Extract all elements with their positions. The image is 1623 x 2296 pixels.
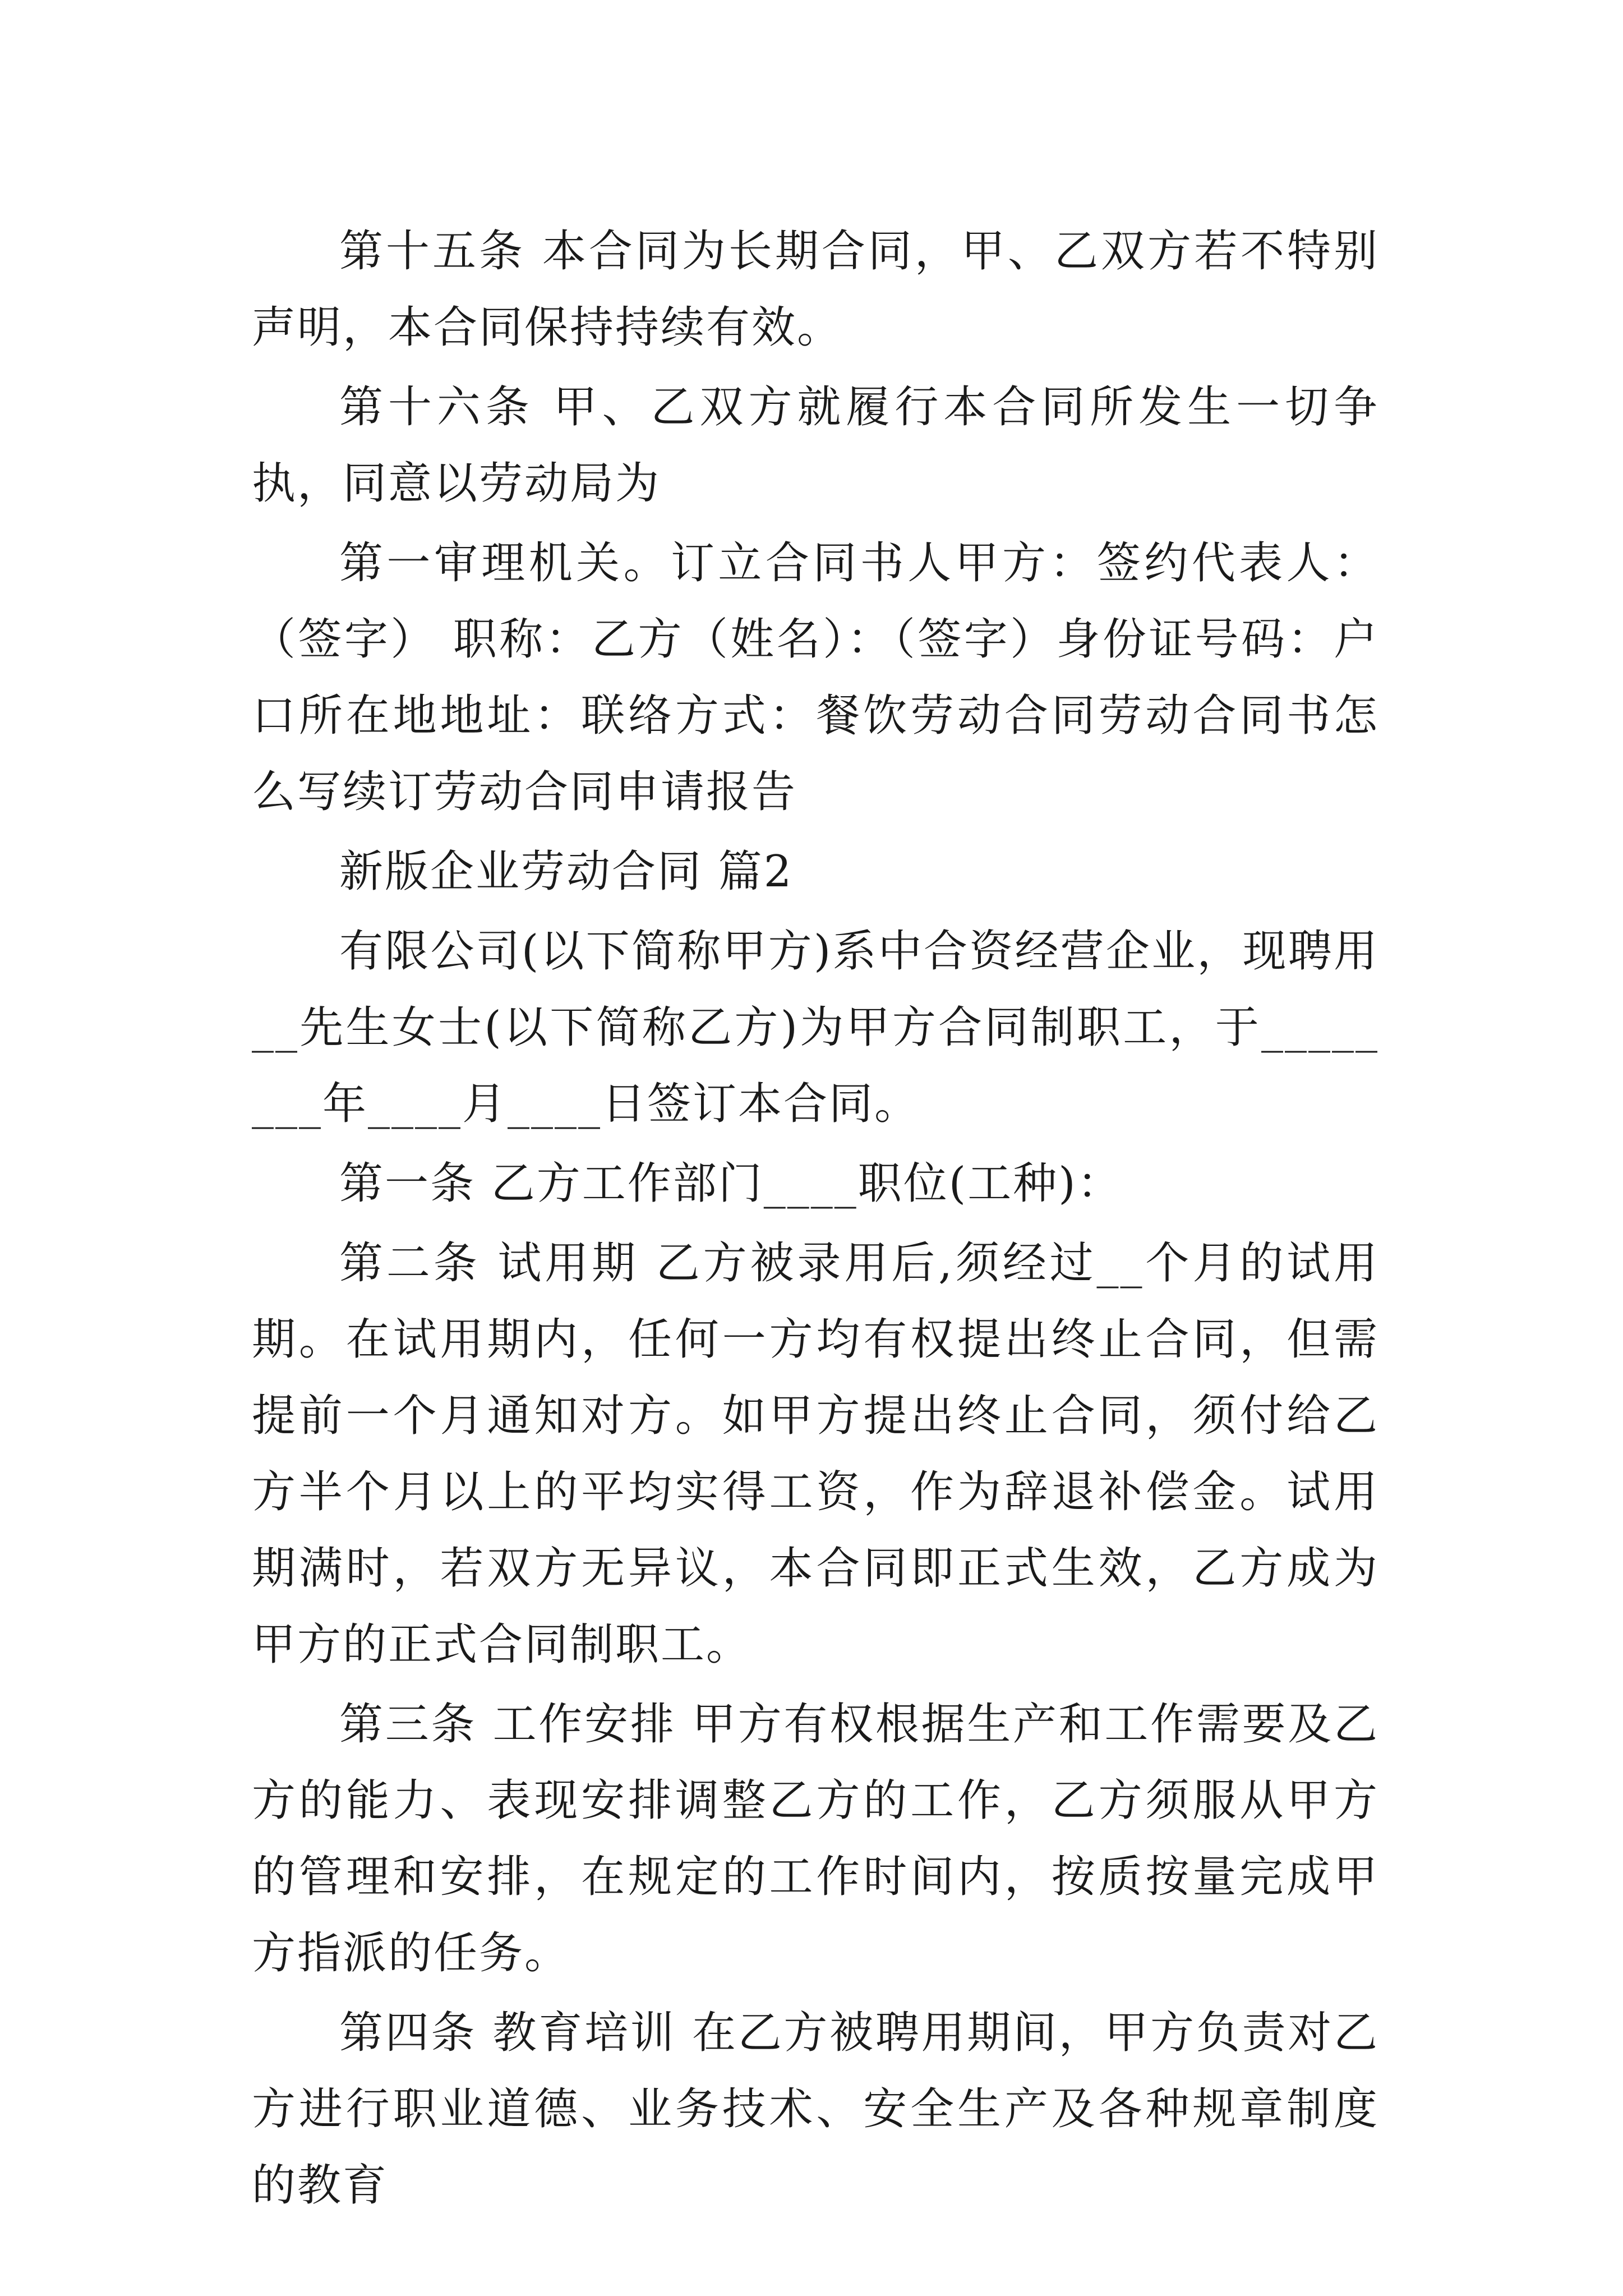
paragraph-article-3: 第三条 工作安排 甲方有权根据生产和工作需要及乙方的能力、表现安排调整乙方的工作，乙方须服从甲方的管理和安排，在规定的工作时间内，按质按量完成甲方指派的任务。 [252, 1699, 1379, 1978]
paragraph-article-1: 第一条 乙方工作部门____职位(工种)： [339, 1158, 1123, 1209]
paragraph-article-16: 第十六条 甲、乙双方就履行本合同所发生一切争执，同意以劳动局为 [252, 382, 1379, 509]
section-heading: 新版企业劳动合同 篇2 [339, 846, 794, 897]
paragraph-signatures: 第一审理机关。订立合同书人甲方：签约代表人：（签字） 职称：乙方（姓名）：（签字）身份证号码：户口所在地地址：联络方式：餐饮劳动合同劳动合同书怎么写续订劳动合同申请报告 [252, 538, 1379, 817]
paragraph-article-2: 第二条 试用期 乙方被录用后,须经过__个月的试用期。在试用期内，任何一方均有权提出终止合同，但需提前一个月通知对方。如甲方提出终止合同，须付给乙方半个月以上的平均实得工资，作为辞退补偿金。试用期满时，若双方无异议，本合同即正式生效，乙方成为甲方的正式合同制职工。 [252, 1238, 1379, 1670]
document-body [252, 213, 1379, 2224]
paragraph-article-4: 第四条 教育培训 在乙方被聘用期间，甲方负责对乙方进行职业道德、业务技术、安全生产及各种规章制度的教育 [252, 2008, 1379, 2211]
paragraph-article-15: 第十五条 本合同为长期合同，甲、乙双方若不特别声明，本合同保持持续有效。 [252, 226, 1379, 353]
paragraph-intro: 有限公司(以下简称甲方)系中合资经营企业，现聘用__先生女士(以下简称乙方)为甲方合同制职工，于________年____月____日签订本合同。 [252, 926, 1379, 1129]
